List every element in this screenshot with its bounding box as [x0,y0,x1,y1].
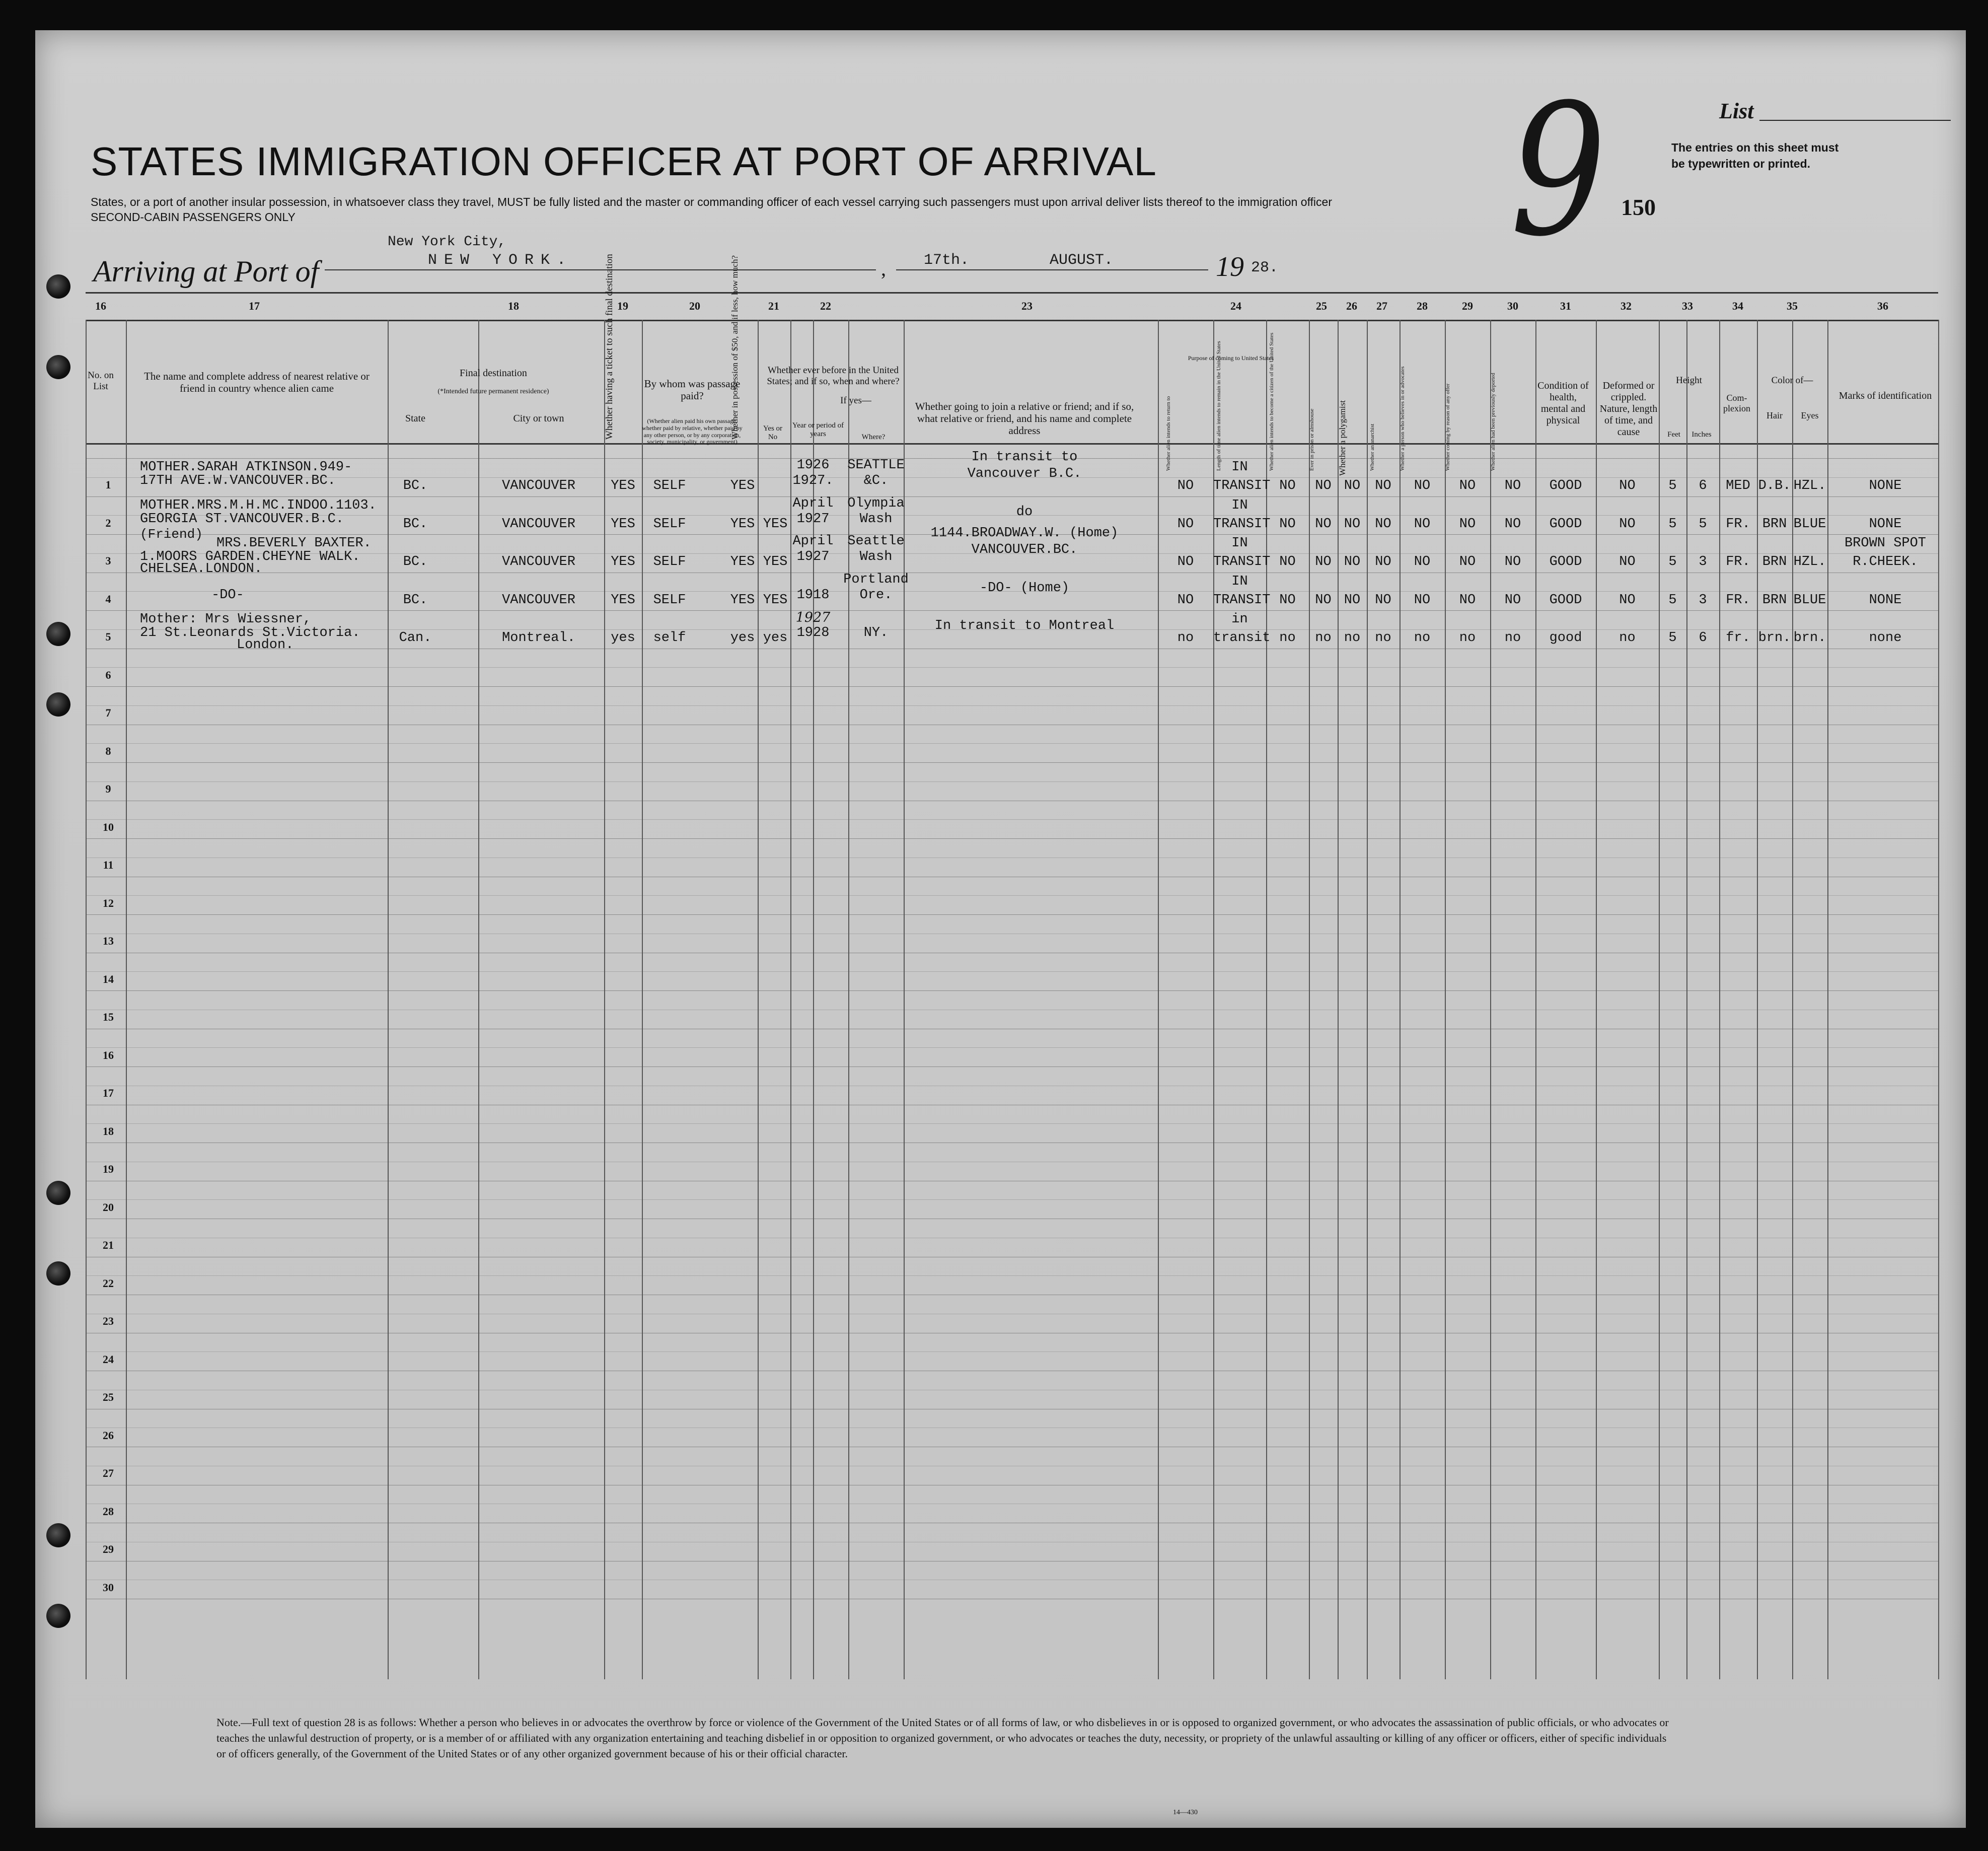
destination-city: VANCOUVER [502,592,575,608]
column-number: 26 [1346,300,1357,312]
join-relative-line-1: 1144.BROADWAY.W. (Home) [930,526,1119,541]
row-number: 2 [105,516,111,529]
form-number: 14—430 [1173,1809,1198,1816]
date-underline [896,269,1208,270]
passage-paid-by: SELF [653,478,686,493]
hdr-yes-or-no: Yes or No [763,424,783,442]
row-subrule [86,895,1938,896]
hdr-feet: Feet [1667,431,1680,439]
hdr-complexion: Com- plexion [1723,393,1750,413]
column-number: 16 [95,300,106,312]
port-underline [325,269,876,270]
height-feet: 5 [1668,478,1677,493]
hdr-final-destination: Final destination [460,368,527,379]
row-number: 8 [105,744,111,757]
hdr-28: Whether a person who believes in or advocates [1400,366,1406,471]
row-subrule [86,1123,1938,1124]
row-number: 11 [103,859,114,871]
possession-50: yes [730,630,755,646]
health-answer: GOOD [1549,554,1582,569]
complexion-answer: FR. [1726,516,1750,532]
relative-line-2: -DO- [211,587,244,603]
q28-answer: NO [1414,554,1431,569]
anarchist-answer: NO [1375,516,1391,532]
q28-answer: NO [1414,516,1431,532]
marks-line-2: R.CHEEK. [1853,554,1918,569]
deformed-answer: no [1619,630,1636,646]
row-rule [86,838,1938,839]
hdr-state: State [405,413,425,424]
hdr-final-destination-note: (*Intended future permanent residence) [437,388,549,395]
prison-answer: NO [1315,554,1332,569]
ticket-answer: YES [611,478,635,493]
q28-answer: no [1414,630,1431,646]
hdr-30: Whether alien had been previously deported [1490,373,1496,471]
column-number: 18 [508,300,519,312]
destination-state: BC. [403,592,428,608]
where-line-2: Ore. [859,587,893,603]
where-line-2: Wash [859,549,893,564]
length-line-2: TRANSIT [1213,478,1271,493]
relative-line-1: Mother: Mrs Wiessner, [140,612,312,627]
complexion-answer: FR. [1726,592,1750,608]
manifest-sheet: 9 List The entries on this sheet must be typewritten or printed. 150 STATES IMMIGRATION OFFICER AT PORT OF ARRIVAL States, or a port of another insular possession, in whatsoever class they travel, MUST be fully listed and the master or commanding officer of each vessel carrying such passengers must upon arrival deliver lists thereof to the immigration officer SECOND-CABIN PASSENGERS ONLY Arriving at Port of New York City, NEW YORK. , 17th. AUGUST. 19 28. 16 17 18 19 20 21 22 23 24 25 26 27 28 29 30 31 32 33 34 35 36 No. on List The name and complete address of nearest relative or friend in country whence alien came Final destination (*Intended future permanent residence) State City or town Whether having a ticket to such final destination By whom was passage paid? (Whether alien paid his own passage, whether paid by relative, whether paid by any other person, or by any corporation, society, municipality, or government) Whether in possession of $50, and if less, how much? Whether ever before in the United States; and if so, when and where? If yes— Yes or No Year or period of years Where? Whether going to join a relative or friend; and if so, what relative or friend, and his name and complete address Purpose of coming to United States Whether alien intends to return to Length of time alien intends to remain in the United States Whether alien intends to become a citizen of the United States Ever in prison or almshouse Whether a polygamist Whether an anarchist Whether a person who believes in or advocates Whether coming by reason of any offer Whether alien had been previously deported Condition of health, mental and physical Deformed or crippled. Nature, length of time, and cause Height Feet Inches Com- plexion Color of— Hair Eyes Marks of identification 1 2 3 4 5 6 7 8 9 10 11 12 13 14 15 16 17 18 19 20 21 22 23 24 25 26 27 28 29 30 MOTHER.SARAH ATKINSON.949- 17TH AVE.W.VANCOUVER.BC. BC. VANCOUVER YES SELF YES 1926 1927. SEATTLE &C. In transit to Vancouver B.C. NO IN TRANSIT NO NO NO NO NO NO NO GOOD NO 5 6 MED D.B. HZL. NONE MOTHER.MRS.M.H.MC.INDOO.1103. GEORGIA ST.VANCOUVER.B.C. BC. VANCOUVER YES SELF YES YES April 1927 Olympia Wash do NO IN TRANSIT NO NO NO NO NO NO NO GOOD NO 5 5 FR. BRN BLUE NONE (Friend) MRS.BEVERLY BAXTER. 1.MOORS GARDEN.CHEYNE WALK. CHELSEA.LONDON. BC. VANCOUVER YES SELF YES YES April 1927 Seattle Wash 1144.BROADWAY.W. (Home) VANCOUVER.BC. NO IN TRANSIT NO NO NO NO NO NO NO GOOD NO 5 3 FR. BRN HZL. BROWN SPOT R.CHEEK. -DO- BC. VANCOUVER YES SELF YES YES 1918 Portland Ore. -DO- (Home) NO IN TRANSIT NO NO NO NO NO NO NO GOOD NO 5 3 FR. BRN BLUE NONE Mother: Mrs Wiessner, 21 St.Leonards St.Victoria. London. Can. Montreal. yes self yes yes 1927 1928 NY. In transit to Montreal no in transit no no no no no no no good no 5 6 fr. brn. brn. none Note.—Full text of question 28 is as follows: Whether a person who believes in or advocates the overthrow by force or violence of the Government of the United States or of all forms of law, or who disbelieves in or is opposed to organized government, or who advocates the assassination of public officials, or who advocates or teaches the unlawful destruction of property, or is a member of or affiliated with any organization entertaining and teaching disbelief in or opposition to organized government, or who advocates or teaches the duty, necessity, or propriety of the unlawful assaulting or killing of any officer or officers, either of specific individuals or of officers generally, of the Government of the United States or of any other organized government because of his or their official character. 14—430 [35,30,1966,1828]
year-line-1: 1927 [795,610,831,625]
arrival-month: AUGUST. [1050,252,1114,269]
where-line-1: Seattle [847,534,905,549]
q29-answer: NO [1459,554,1476,569]
row-subrule [86,743,1938,744]
row-subrule [86,705,1938,706]
column-number: 29 [1462,300,1473,312]
column-number: 32 [1621,300,1632,312]
row-number: 18 [103,1124,114,1137]
row-rule [86,990,1938,991]
citizen-answer: NO [1279,478,1296,493]
marks-line-2: NONE [1869,516,1902,532]
row-number: 7 [105,706,111,719]
column-number: 24 [1230,300,1241,312]
column-number: 28 [1417,300,1428,312]
eye-color: BLUE [1793,516,1826,532]
row-number: 9 [105,782,111,795]
row-number: 4 [105,592,111,605]
list-note-line1: The entries on this sheet must [1671,141,1839,154]
year-line-1: April [792,534,834,549]
destination-state: BC. [403,478,428,493]
deformed-answer: NO [1619,478,1636,493]
anarchist-answer: NO [1375,554,1391,569]
hdr-nearest-relative: The name and complete address of nearest relative or friend in country whence alien came [144,370,370,395]
passage-paid-by: SELF [653,554,686,569]
column-number: 33 [1682,300,1693,312]
ticket-answer: YES [611,554,635,569]
destination-state: BC. [403,516,428,532]
row-rule [86,496,1938,497]
row-number: 21 [103,1239,114,1251]
row-subrule [86,781,1938,782]
length-line-1: IN [1231,536,1248,551]
join-relative-line-2: Vancouver B.C. [967,466,1082,481]
hair-color: brn. [1758,630,1791,646]
hair-color: BRN [1762,516,1787,532]
purpose-answer: NO [1177,554,1194,569]
relative-line-2: 17TH AVE.W.VANCOUVER.BC. [140,473,336,488]
port-state: NEW YORK. [428,252,573,269]
prison-answer: NO [1315,478,1332,493]
row-number: 27 [103,1467,114,1479]
where-line-2: NY. [863,625,889,640]
height-feet: 5 [1668,630,1677,646]
list-label: List [1719,99,1754,123]
relative-line-1: MOTHER.SARAH ATKINSON.949- [140,460,352,475]
handwritten-sheet-number: 9 [1510,65,1606,276]
q30-answer: NO [1504,554,1521,569]
hdr-passage-paid: By whom was passage paid? [644,378,741,402]
row-number: 12 [103,896,114,909]
hdr-hair: Hair [1766,410,1783,420]
binder-hole [46,1523,70,1547]
eye-color: brn. [1793,630,1826,646]
length-line-2: transit [1213,630,1271,646]
hdr-possession-50: Whether in possession of $50, and if less, how much? [730,255,740,440]
hdr-24c: Whether alien intends to become a citizen of the United States [1269,332,1275,471]
height-feet: 5 [1668,592,1677,608]
length-line-2: TRANSIT [1213,516,1271,532]
where-line-2: &C. [863,473,889,488]
row-rule [86,914,1938,915]
relative-line-3: London. [237,637,294,653]
row-subrule [86,1351,1938,1352]
passage-paid-by: self [653,630,686,646]
citizen-answer: NO [1279,516,1296,532]
row-subrule [86,667,1938,668]
q29-answer: no [1459,630,1476,646]
height-inches: 3 [1699,592,1707,608]
year-line-1: April [792,495,834,511]
q30-answer: no [1504,630,1521,646]
where-line-1: Olympia [847,495,905,511]
possession-50: YES [730,478,755,493]
anarchist-answer: no [1375,630,1391,646]
column-rule [126,320,127,1679]
hdr-ticket: Whether having a ticket to such final destination [604,254,615,440]
header-instructions: States, or a port of another insular possession, in whatsoever class they travel, MUST be fully listed and the master or commanding officer of each vessel carrying such passengers must upon arrival deliver lists thereof to the immigration officer [91,195,1332,208]
deformed-answer: NO [1619,554,1636,569]
row-number: 26 [103,1429,114,1442]
ever-before-answer: YES [763,516,788,532]
health-answer: GOOD [1549,478,1582,493]
health-answer: good [1549,630,1582,646]
deformed-answer: NO [1619,592,1636,608]
polygamist-answer: NO [1344,592,1361,608]
hdr-color-of: Color of— [1771,375,1813,386]
row-number: 23 [103,1315,114,1327]
row-number: 13 [103,935,114,947]
marks-line-1: BROWN SPOT [1844,536,1927,551]
hdr-marks: Marks of identification [1838,390,1932,401]
row-number: 30 [103,1581,114,1594]
purpose-answer: NO [1177,516,1194,532]
join-relative-line-2: -DO- (Home) [979,580,1070,596]
hair-color: BRN [1762,554,1787,569]
join-relative-line-1: In transit to [971,450,1078,465]
column-rule [86,320,87,1679]
destination-state: BC. [403,554,428,569]
row-subrule [86,1275,1938,1276]
ticket-answer: YES [611,592,635,608]
q29-answer: NO [1459,516,1476,532]
row-subrule [86,819,1938,820]
year-line-2: 1928 [796,625,830,640]
year-line-1: 1926 [796,458,830,473]
height-inches: 5 [1699,516,1707,532]
citizen-answer: no [1279,630,1296,646]
eye-color: HZL. [1793,478,1826,493]
join-relative-line-2: In transit to Montreal [934,618,1115,633]
binder-hole [46,355,70,379]
hdr-24b: Length of time alien intends to remain in the United States [1216,341,1222,471]
q29-answer: NO [1459,592,1476,608]
length-line-2: TRANSIT [1213,592,1271,608]
relative-line-2: 21 St.Leonards St.Victoria. [140,625,360,640]
ticket-answer: YES [611,516,635,532]
hdr-where: Where? [861,433,886,441]
join-relative-line-2: VANCOUVER.BC. [971,542,1078,557]
hdr-ever-before: Whether ever before in the United States; and if so, when and where? [767,365,900,387]
relative-line-2: 1.MOORS GARDEN.CHEYNE WALK. [140,549,360,564]
destination-city: VANCOUVER [502,516,575,532]
height-inches: 3 [1699,554,1707,569]
length-line-1: in [1231,612,1248,627]
year-line-2: 1927 [796,511,830,527]
hdr-26: Whether a polygamist [1338,400,1347,476]
q30-answer: NO [1504,592,1521,608]
binder-hole [46,1604,70,1628]
column-number: 19 [617,300,628,312]
possession-50: YES [730,592,755,608]
column-number: 30 [1507,300,1518,312]
row-rule [86,686,1938,687]
hdr-eyes: Eyes [1801,410,1819,420]
row-subrule [86,1199,1938,1200]
polygamist-answer: no [1344,630,1361,646]
ever-before-answer: YES [763,592,788,608]
destination-state: Can. [399,630,432,646]
hdr-29: Whether coming by reason of any offer [1445,383,1451,471]
q28-answer: NO [1414,478,1431,493]
destination-city: VANCOUVER [502,478,575,493]
row-number: 10 [103,820,114,833]
list-note-line2: be typewritten or printed. [1671,157,1811,170]
arriving-label: Arriving at Port of [93,255,319,288]
length-line-2: TRANSIT [1213,554,1271,569]
year-line-2: 1918 [796,587,830,603]
ever-before-answer: YES [763,554,788,569]
hdr-join-relative: Whether going to join a relative or friend; and if so, what relative or friend, and his name and complete address [915,400,1134,437]
column-number: 17 [249,300,260,312]
q28-answer: NO [1414,592,1431,608]
row-rule [86,762,1938,763]
marks-line-2: none [1869,630,1902,646]
hdr-25: Ever in prison or almshouse [1309,408,1315,471]
relative-line-1: MRS.BEVERLY BAXTER. [216,536,372,551]
binder-hole [46,692,70,717]
row-number: 24 [103,1352,114,1366]
eye-color: HZL. [1793,554,1826,569]
length-line-1: IN [1231,460,1248,475]
year-prefix: 19 [1216,251,1244,282]
row-number: 19 [103,1163,114,1175]
purpose-answer: no [1177,630,1194,646]
health-answer: GOOD [1549,592,1582,608]
hdr-year-period: Year or period of years [792,421,844,439]
row-rule [86,1066,1938,1067]
year-suffix: 28. [1251,259,1279,276]
marks-line-2: NONE [1869,592,1902,608]
polygamist-answer: NO [1344,478,1361,493]
stamped-number: 150 [1621,194,1656,220]
row-number: 22 [103,1276,114,1290]
port-city: New York City, [388,234,506,250]
polygamist-answer: NO [1344,516,1361,532]
polygamist-answer: NO [1344,554,1361,569]
ticket-answer: yes [611,630,635,646]
binder-hole [46,1181,70,1205]
column-number: 25 [1316,300,1327,312]
height-feet: 5 [1668,554,1677,569]
row-number: 25 [103,1391,114,1403]
year-line-2: 1927 [796,549,830,564]
row-subrule [86,971,1938,972]
prison-answer: NO [1315,592,1332,608]
health-answer: GOOD [1549,516,1582,532]
row-number: 17 [103,1087,114,1099]
row-number: 6 [105,668,111,681]
complexion-answer: fr. [1726,630,1750,646]
column-number: 23 [1021,300,1033,312]
list-number-line [1759,120,1951,121]
hdr-27: Whether an anarchist [1369,423,1375,471]
row-number: 3 [105,554,111,567]
header-class-note: SECOND-CABIN PASSENGERS ONLY [91,210,296,224]
relative-line-3: CHELSEA.LONDON. [140,561,263,577]
row-rule [86,610,1938,611]
anarchist-answer: NO [1375,478,1391,493]
column-number: 21 [768,300,779,312]
relative-line-2: GEORGIA ST.VANCOUVER.B.C. [140,511,344,527]
relative-line-1: MOTHER.MRS.M.H.MC.INDOO.1103. [140,497,377,513]
destination-city: Montreal. [502,630,575,646]
q29-answer: NO [1459,478,1476,493]
hdr-24a: Whether alien intends to return to [1165,396,1171,471]
footnote: Note.—Full text of question 28 is as follows: Whether a person who believes in or advocates the overthrow by force or violence of the Government of the United States or of all forms of law, or who disbelieves in or is opposed to organized government, or who advocates the assassination of public officials, or who advocates or teaches the unlawful destruction of property, or is a member of or affiliated with any organization entertaining and teaching disbelief in or opposition to organized government, or who advocates or teaches the duty, necessity, or propriety of the unlawful assaulting or killing of any officer or officers, either of specific individuals or of officers generally, of the Government of the United States or of any other organized government because of his or their official character. [216,1716,1669,1760]
citizen-answer: NO [1279,554,1296,569]
destination-city: VANCOUVER [502,554,575,569]
relative-annotation: (Friend) [140,527,203,542]
row-number: 29 [103,1543,114,1555]
hdr-city: City or town [513,413,564,424]
possession-50: YES [730,554,755,569]
complexion-answer: FR. [1726,554,1750,569]
citizen-answer: NO [1279,592,1296,608]
passage-paid-by: SELF [653,592,686,608]
prison-answer: NO [1315,516,1332,532]
where-line-1: Portland [843,572,909,587]
column-number: 31 [1560,300,1571,312]
length-line-1: IN [1231,497,1248,513]
marks-line-2: NONE [1869,478,1902,493]
ever-before-answer: yes [763,630,788,646]
column-number: 35 [1787,300,1798,312]
page-title: STATES IMMIGRATION OFFICER AT PORT OF ARRIVAL [91,139,1157,184]
purpose-answer: NO [1177,592,1194,608]
hdr-if-yes: If yes— [840,395,871,406]
q30-answer: NO [1504,516,1521,532]
deformed-answer: NO [1619,516,1636,532]
arrival-day: 17th. [924,252,970,269]
join-relative-line-2: do [1016,504,1033,520]
row-number: 28 [103,1505,114,1518]
length-line-1: IN [1231,574,1248,589]
binder-hole [46,274,70,299]
height-inches: 6 [1699,630,1707,646]
hdr-inches: Inches [1691,431,1712,439]
hdr-purpose: Purpose of coming to United States [1188,354,1274,362]
row-number: 5 [105,630,111,643]
column-number: 27 [1376,300,1387,312]
column-number: 20 [689,300,700,312]
row-number: 16 [103,1048,114,1061]
column-number: 34 [1732,300,1743,312]
where-line-1: SEATTLE [847,458,905,473]
row-number: 20 [103,1200,114,1214]
row-subrule [86,1047,1938,1048]
hdr-condition: Condition of health, mental and physical [1537,380,1589,426]
where-line-2: Wash [859,511,893,527]
hdr-passage-paid-note: (Whether alien paid his own passage, whether paid by relative, whether paid by any other person, or by any corporation, society, municipality, or government) [642,417,743,446]
prison-answer: no [1315,630,1332,646]
hdr-deformed: Deformed or crippled. Nature, length of time, and cause [1599,380,1658,438]
height-feet: 5 [1668,516,1677,532]
row-number: 1 [105,478,111,491]
binder-hole [46,1261,70,1286]
hair-color: BRN [1762,592,1787,608]
q30-answer: NO [1504,478,1521,493]
hair-color: D.B. [1758,478,1791,493]
column-number: 36 [1877,300,1888,312]
anarchist-answer: NO [1375,592,1391,608]
year-line-2: 1927. [792,473,834,488]
complexion-answer: MED [1726,478,1750,493]
eye-color: BLUE [1793,592,1826,608]
height-inches: 6 [1699,478,1707,493]
row-number: 14 [103,972,114,985]
purpose-answer: NO [1177,478,1194,493]
passage-paid-by: SELF [653,516,686,532]
binder-hole [46,622,70,646]
possession-50: YES [730,516,755,532]
column-number: 22 [820,300,831,312]
row-number: 15 [103,1011,114,1023]
hdr-height: Height [1676,375,1702,386]
hdr-no-on-list: No. on List [88,370,114,392]
